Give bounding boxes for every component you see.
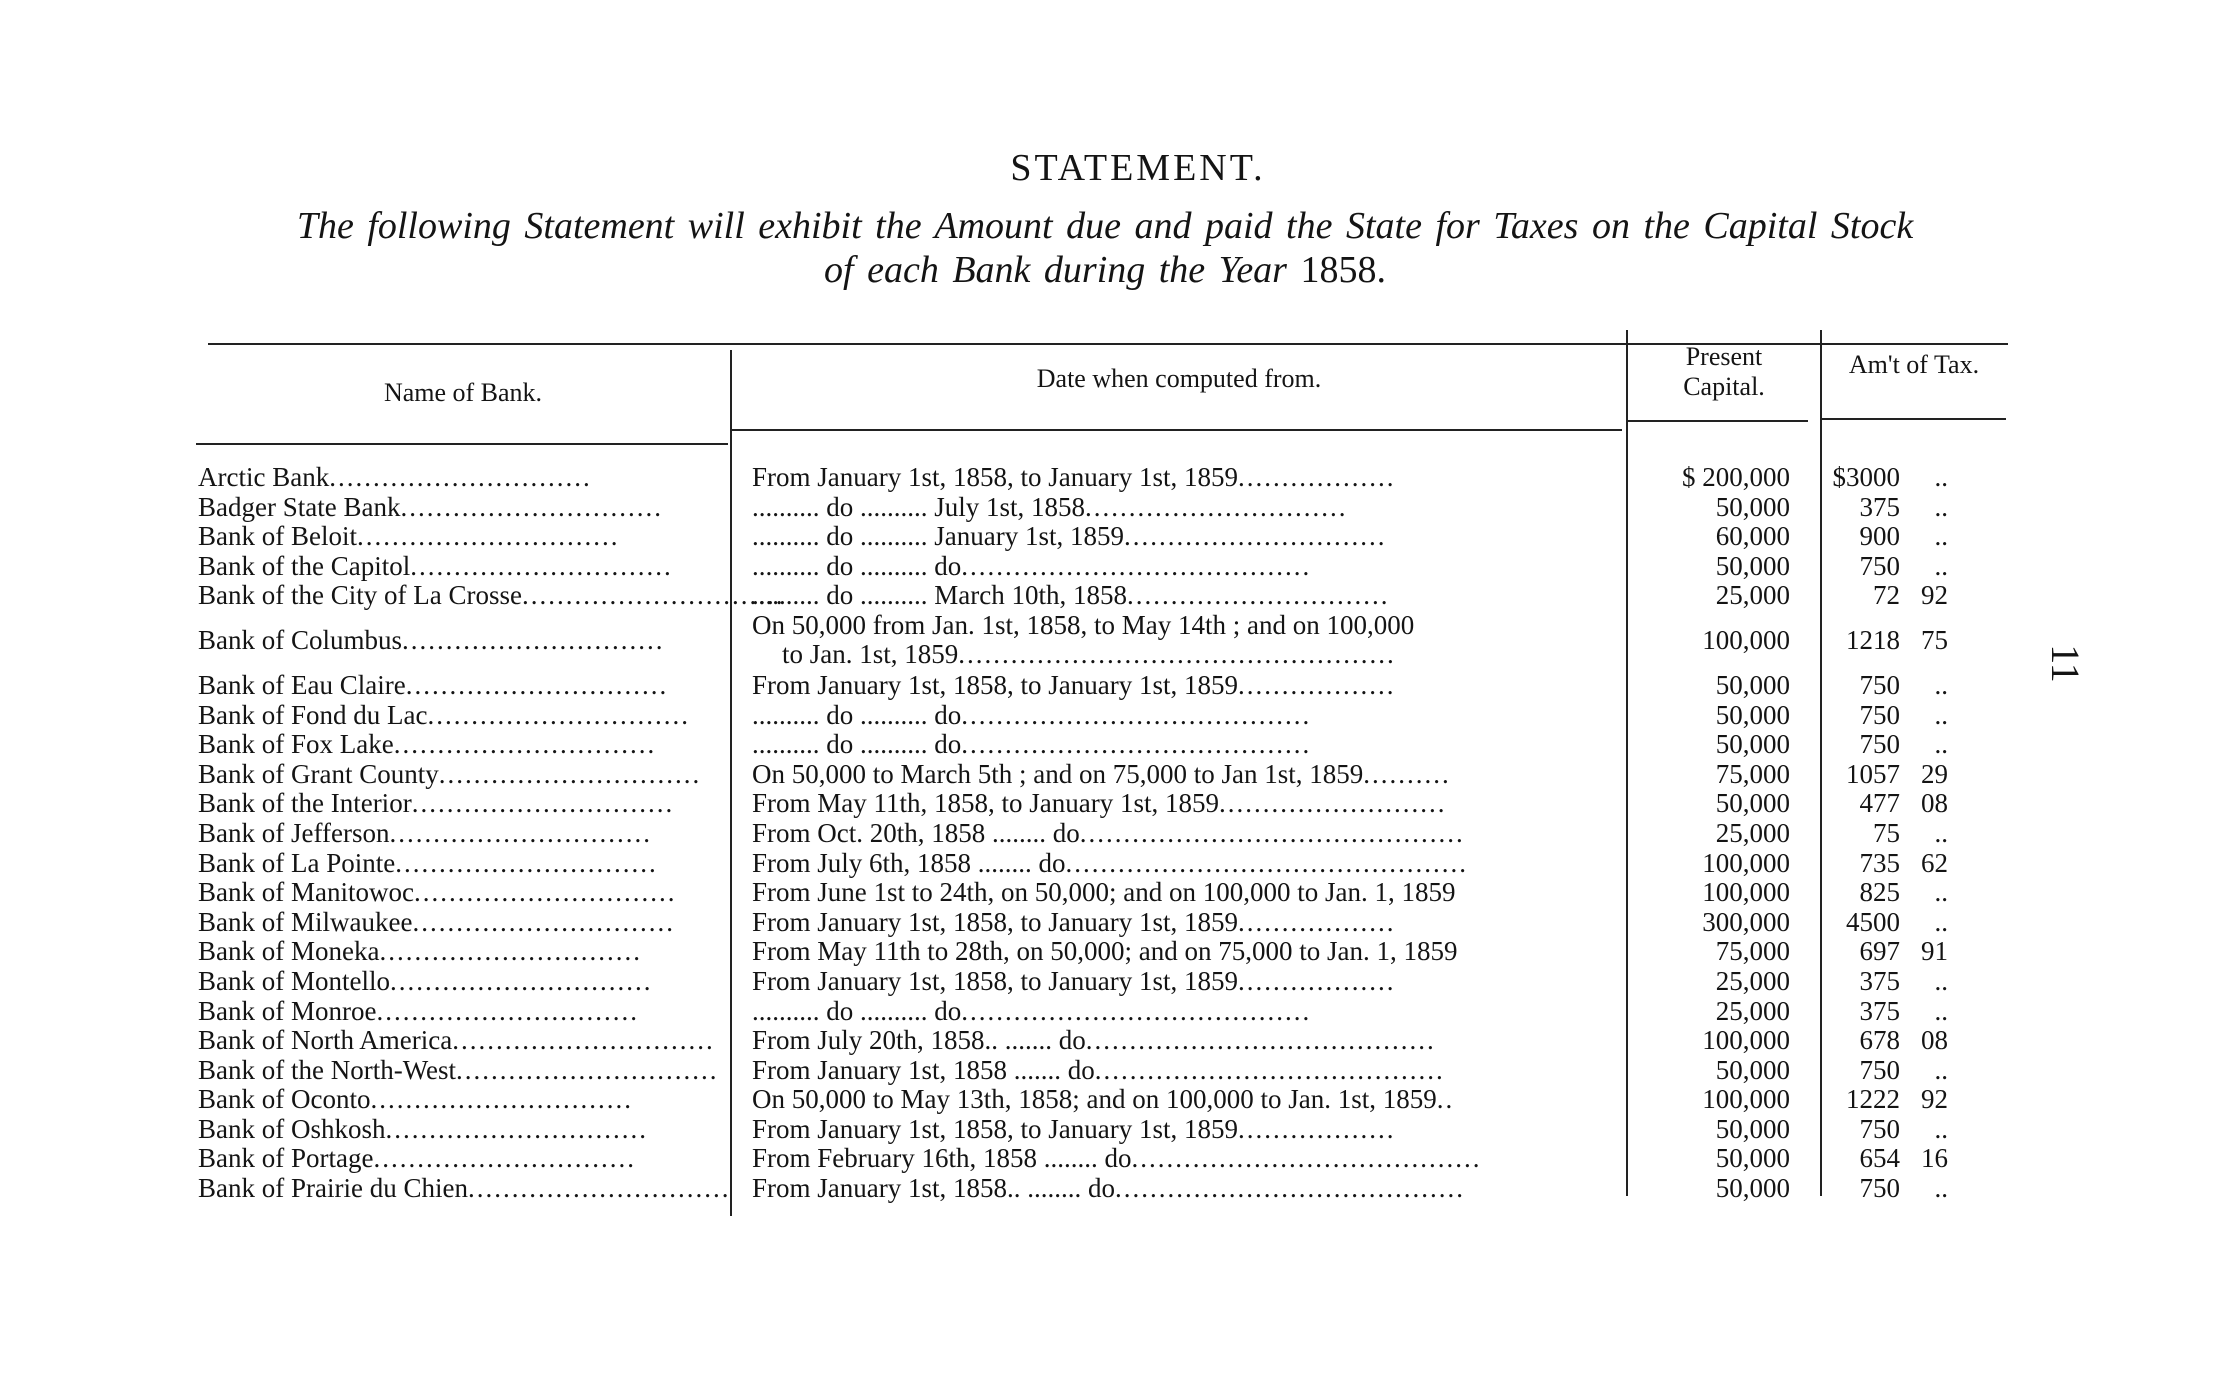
table-row [0,1056,2216,1086]
table-row [0,463,2216,493]
subtitle-line-2 [190,248,2020,292]
table-row [0,493,2216,523]
bank-name: Bank of the Interior.............................. [198,788,675,819]
date-computed: .......... do .......... do........................................ [752,995,1312,1026]
present-capital: 100,000 [1702,847,1790,878]
table-row [0,552,2216,582]
date-computed: From January 1st, 1858, to January 1st, 1859.................. [752,462,1396,492]
table-row [0,581,2216,611]
bank-name: Bank of Fond du Lac.............................. [198,699,690,730]
date-computed: From January 1st, 1858, to January 1st, 1859.................. [752,669,1396,700]
table-row [0,1174,2216,1204]
header-bottom-rule-date [732,429,1622,431]
column-header-name: Name of Bank. [383,378,543,407]
date-computed: From January 1st, 1858 ....... do........................................ [752,1054,1445,1085]
table-row [0,849,2216,879]
page-number: 11 [2042,644,2088,683]
date-computed: From June 1st to 24th, on 50,000; and on 100,000 to Jan. 1, 1859 [752,877,1456,908]
tax-amount: 375 .. [1859,965,1948,996]
bank-name: Bank of Oshkosh.............................. [198,1113,648,1144]
bank-name: Bank of Columbus.............................. [198,624,665,655]
date-computed: From January 1st, 1858.. ........ do........................................ [752,1173,1465,1204]
bank-name: Badger State Bank.............................. [198,491,663,522]
table-row [0,522,2216,552]
tax-amount: 697 91 [1859,936,1948,967]
present-capital: 50,000 [1715,491,1790,522]
table-row [0,819,2216,849]
date-computed: On 50,000 to March 5th ; and on 75,000 to Jan 1st, 1859.......... [752,758,1451,789]
bank-name: Bank of La Pointe.............................. [198,847,658,878]
date-computed: From July 20th, 1858.. ....... do........................................ [752,1025,1436,1056]
tax-amount: 750 .. [1859,1113,1948,1144]
tax-amount: 750 .. [1859,1173,1948,1204]
header-bottom-rule-tax [1822,418,2006,420]
present-capital: 50,000 [1715,1143,1790,1174]
bank-name: Bank of Montello.............................. [198,965,653,996]
subtitle-year: 1858. [1300,249,1386,291]
present-capital: 100,000 [1702,877,1790,908]
table-row [0,671,2216,701]
present-capital: 50,000 [1715,1173,1790,1204]
table-body [0,463,2216,1204]
tax-amount: $3000 .. [1832,462,1948,492]
header-bottom-rule-capital [1628,420,1808,422]
present-capital: 100,000 [1702,1025,1790,1056]
subtitle-line-1: The following Statement will exhibit the Amount due and paid the State for Taxes on the Capital Stock [296,205,1914,247]
tax-amount: 654 16 [1859,1143,1948,1174]
table-row [0,1144,2216,1174]
table-row [0,760,2216,790]
present-capital: 50,000 [1715,788,1790,819]
date-computed: From May 11th to 28th, on 50,000; and on 75,000 to Jan. 1, 1859 [752,936,1458,967]
present-capital: 50,000 [1715,1054,1790,1085]
present-capital: 50,000 [1715,1113,1790,1144]
date-computed: From Oct. 20th, 1858 ........ do............................................ [752,817,1465,848]
tax-amount: 75 .. [1873,817,1948,848]
date-computed: From January 1st, 1858, to January 1st, 1859.................. [752,1113,1396,1144]
table-row [0,967,2216,997]
bank-name: Bank of the North-West.............................. [198,1054,719,1085]
tax-amount: 1222 92 [1846,1084,1948,1115]
present-capital: 300,000 [1702,906,1790,937]
table-row [0,1026,2216,1056]
date-computed: .......... do .......... do........................................ [752,729,1312,760]
date-computed: From July 6th, 1858 ........ do.............................................. [752,847,1469,878]
bank-name: Bank of North America.............................. [198,1025,715,1056]
table-row [0,908,2216,938]
table-row [0,1085,2216,1115]
column-header-date: Date when computed from. [1036,364,1322,393]
tax-amount: 825 .. [1859,877,1948,908]
bank-name: Bank of Prairie du Chien.............................. [198,1173,731,1204]
tax-amount: 750 .. [1859,699,1948,730]
tax-amount: 4500 .. [1846,906,1948,937]
date-computed: From January 1st, 1858, to January 1st, 1859.................. [752,906,1396,937]
tax-amount: 375 .. [1859,491,1948,522]
bank-name: Bank of Beloit.............................. [198,521,620,552]
date-computed: From May 11th, 1858, to January 1st, 1859.......................... [752,788,1447,819]
present-capital: 50,000 [1715,669,1790,700]
present-capital: 60,000 [1715,521,1790,552]
bank-name: Bank of Milwaukee.............................. [198,906,675,937]
bank-name: Bank of the Capitol.............................. [198,550,673,581]
bank-name: Bank of Monroe.............................. [198,995,639,1026]
bank-name: Bank of Moneka.............................. [198,936,642,967]
date-computed-line-2: to Jan. 1st, 1859.................................................. [782,638,1396,669]
bank-name: Bank of Grant County.............................. [198,758,702,789]
bank-name: Bank of Manitowoc.............................. [198,877,677,908]
bank-name: Bank of the City of La Crosse.............................. [198,580,785,611]
date-computed: From February 16th, 1858 ........ do........................................ [752,1143,1482,1174]
present-capital: 75,000 [1715,936,1790,967]
present-capital: 25,000 [1715,965,1790,996]
present-capital: 100,000 [1702,1084,1790,1115]
table-row [0,730,2216,760]
bank-name: Bank of Fox Lake.............................. [198,729,657,760]
present-capital: 25,000 [1715,995,1790,1026]
table-row [0,789,2216,819]
table-row [0,878,2216,908]
table-row [0,937,2216,967]
table-row [0,997,2216,1027]
bank-name: Bank of Jefferson.............................. [198,817,652,848]
column-header-capital [1628,342,1820,402]
present-capital: 50,000 [1715,699,1790,730]
date-computed: From January 1st, 1858, to January 1st, 1859.................. [752,965,1396,996]
bank-name: Bank of Portage.............................. [198,1143,636,1174]
subtitle-line-2-text: of each Bank during the Year [824,249,1287,291]
date-computed: .......... do .......... do........................................ [752,699,1312,730]
present-capital: 25,000 [1715,817,1790,848]
bank-name: Arctic Bank.............................. [198,462,592,492]
bank-name: Bank of Eau Claire.............................. [198,669,669,700]
table-row [0,611,2216,671]
date-computed-line-1: On 50,000 from Jan. 1st, 1858, to May 14th ; and on 100,000 [752,609,1415,640]
tax-amount: 1218 75 [1846,624,1948,655]
table-row [0,1115,2216,1145]
tax-amount: 750 .. [1859,1054,1948,1085]
tax-amount: 750 .. [1859,729,1948,760]
tax-amount: 1057 29 [1846,758,1948,789]
date-computed: .......... do .......... March 10th, 1858.............................. [752,580,1390,611]
tax-amount: 375 .. [1859,995,1948,1026]
column-header-capital-line-2: Capital. [1683,372,1765,401]
date-computed: On 50,000 to May 13th, 1858; and on 100,000 to Jan. 1st, 1859.. [752,1084,1455,1115]
tax-amount: 750 .. [1859,669,1948,700]
tax-amount: 735 62 [1859,847,1948,878]
present-capital: 100,000 [1702,624,1790,655]
tax-amount: 750 .. [1859,550,1948,581]
present-capital: 75,000 [1715,758,1790,789]
page-title: STATEMENT. [1010,147,1266,189]
table-row [0,701,2216,731]
present-capital: 50,000 [1715,550,1790,581]
page-subtitle [190,204,2020,292]
present-capital: 25,000 [1715,580,1790,611]
present-capital: $ 200,000 [1682,462,1790,492]
column-header-tax: Am't of Tax. [1848,350,1980,379]
date-computed [752,611,1622,669]
present-capital: 50,000 [1715,729,1790,760]
column-header-capital-line-1: Present [1685,342,1763,371]
bank-name: Bank of Oconto.............................. [198,1084,633,1115]
tax-amount: 900 .. [1859,521,1948,552]
date-computed: .......... do .......... do........................................ [752,550,1312,581]
tax-amount: 477 08 [1859,788,1948,819]
date-computed: .......... do .......... July 1st, 1858.............................. [752,491,1348,522]
tax-amount: 72 92 [1873,580,1948,611]
tax-amount: 678 08 [1859,1025,1948,1056]
date-computed: .......... do .......... January 1st, 1859.............................. [752,521,1387,552]
header-bottom-rule-name [196,443,728,445]
